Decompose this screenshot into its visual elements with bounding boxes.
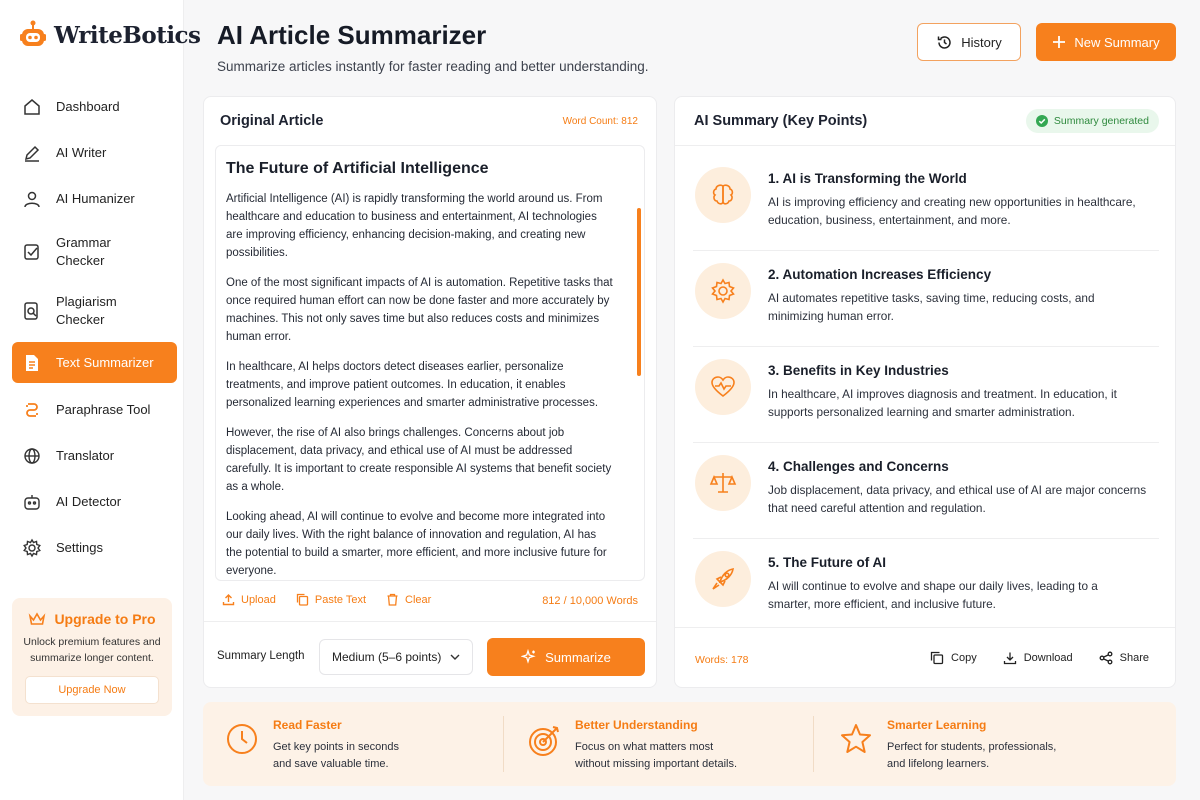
sidebar-item-label: Plagiarism Checker bbox=[56, 293, 117, 327]
summary-point bbox=[693, 443, 1159, 539]
sidebar-item-label: Paraphrase Tool bbox=[56, 402, 151, 417]
sidebar-item-settings[interactable] bbox=[12, 525, 177, 571]
paraphrase-icon bbox=[22, 400, 42, 420]
pen-icon bbox=[22, 143, 42, 163]
feature-title: Better Understanding bbox=[575, 718, 698, 732]
sidebar-item-plagiarism-checker[interactable] bbox=[12, 281, 177, 340]
sidebar-item-label: Text Summarizer bbox=[56, 354, 154, 370]
sidebar-item-ai-detector[interactable] bbox=[12, 479, 177, 525]
star-icon bbox=[839, 722, 873, 756]
plagiarism-search-icon bbox=[22, 301, 42, 321]
ai-summary-card bbox=[674, 96, 1176, 688]
new-summary-button[interactable]: New Summary bbox=[1036, 23, 1176, 61]
brain-icon bbox=[695, 167, 751, 223]
scrollbar[interactable] bbox=[637, 208, 641, 376]
robot-icon bbox=[22, 492, 42, 512]
sidebar-item-label: AI Detector bbox=[56, 494, 122, 509]
sidebar-item-label: AI Writer bbox=[56, 145, 107, 160]
ai-summary-heading: AI Summary (Key Points) bbox=[694, 113, 868, 129]
summary-point bbox=[693, 155, 1159, 251]
sidebar-item-grammar-checker[interactable] bbox=[12, 222, 177, 281]
feature-desc: Get key points in seconds and save valuable time. bbox=[273, 741, 399, 770]
article-paragraph: Artificial Intelligence (AI) is rapidly transforming the world around us. From healthcare and education to business and entertainment, AI technologies are improving efficiency, enhancing decision-making, and creating new possibilities. bbox=[226, 193, 603, 259]
page-title: AI Article Summarizer bbox=[217, 20, 487, 50]
summary-length-label: Summary Length bbox=[217, 650, 305, 662]
share-button[interactable]: Share bbox=[1099, 651, 1149, 665]
user-icon bbox=[22, 189, 42, 209]
grammar-check-icon bbox=[22, 242, 42, 262]
copy-icon bbox=[930, 651, 944, 665]
download-icon bbox=[1003, 651, 1017, 665]
upload-icon bbox=[222, 593, 235, 606]
feature-desc: Perfect for students, professionals, and lifelong learners. bbox=[887, 741, 1057, 770]
rocket-icon bbox=[695, 551, 751, 607]
features-banner bbox=[203, 702, 1176, 786]
globe-icon bbox=[22, 446, 42, 466]
upload-button[interactable]: Upload bbox=[222, 593, 276, 606]
sidebar-item-label: Translator bbox=[56, 448, 115, 463]
divider bbox=[675, 627, 1175, 628]
summary-length-select[interactable]: Medium (5–6 points) bbox=[319, 639, 473, 675]
word-count: Word Count: 812 bbox=[562, 116, 638, 127]
upgrade-description: Unlock premium features and summarize longer content. bbox=[23, 636, 161, 664]
sidebar-nav bbox=[12, 84, 177, 571]
home-icon bbox=[22, 97, 42, 117]
download-button[interactable]: Download bbox=[1003, 651, 1073, 665]
gear-icon bbox=[22, 538, 42, 558]
summary-point-desc: AI is improving efficiency and creating new opportunities in healthcare, education, business, entertainment, and more. bbox=[768, 195, 1136, 227]
sidebar-item-label: Grammar Checker bbox=[56, 234, 111, 268]
article-tools bbox=[222, 593, 431, 606]
feature-title: Smarter Learning bbox=[887, 718, 987, 732]
target-icon bbox=[527, 722, 563, 758]
summary-point bbox=[693, 347, 1159, 443]
summary-point-desc: In healthcare, AI improves diagnosis and treatment. In education, it supports personalized learning and smarter administration. bbox=[768, 387, 1117, 419]
crown-icon bbox=[28, 611, 46, 627]
summary-point-desc: AI automates repetitive tasks, saving time, reducing costs, and minimizing human error. bbox=[768, 291, 1095, 323]
summary-point-title: 4. Challenges and Concerns bbox=[768, 459, 949, 474]
sidebar bbox=[0, 0, 201, 800]
share-icon bbox=[1099, 651, 1113, 665]
divider bbox=[675, 145, 1175, 146]
summary-point-title: 2. Automation Increases Efficiency bbox=[768, 267, 992, 282]
plus-icon bbox=[1052, 35, 1066, 49]
brand-name: WriteBotics bbox=[54, 21, 201, 49]
sidebar-item-label: AI Humanizer bbox=[56, 191, 135, 206]
scales-icon bbox=[695, 455, 751, 511]
summary-point-title: 3. Benefits in Key Industries bbox=[768, 363, 949, 378]
article-paragraph: In healthcare, AI helps doctors detect diseases earlier, personalize treatments, and improve patient outcomes. In education, it enables personalized learning experiences and smarter administrative processes. bbox=[226, 361, 599, 409]
summary-actions bbox=[930, 651, 1149, 665]
summary-point-desc: AI will continue to evolve and shape our daily lives, leading to a smarter, more efficient, and inclusive future. bbox=[768, 579, 1098, 611]
paste-icon bbox=[296, 593, 309, 606]
summary-point-desc: Job displacement, data privacy, and ethical use of AI are major concerns that need careful attention and regulation. bbox=[768, 483, 1147, 515]
chevron-down-icon bbox=[450, 654, 460, 660]
divider bbox=[813, 716, 814, 772]
sidebar-item-label: Dashboard bbox=[56, 99, 120, 114]
summary-points bbox=[693, 155, 1159, 635]
upgrade-now-button[interactable]: Upgrade Now bbox=[25, 676, 159, 704]
original-article-card bbox=[203, 96, 657, 688]
word-limit: 812 / 10,000 Words bbox=[542, 595, 638, 607]
article-paragraph: However, the rise of AI also brings challenges. Concerns about job displacement, data privacy, and ethical use of AI must be addressed carefully. It is important to create responsible AI systems that benefit society as a whole. bbox=[226, 427, 612, 493]
upgrade-title: Upgrade to Pro bbox=[12, 611, 172, 627]
divider bbox=[204, 621, 656, 622]
upgrade-card bbox=[12, 598, 172, 716]
logo[interactable] bbox=[20, 20, 201, 50]
divider bbox=[503, 716, 504, 772]
article-textarea[interactable] bbox=[215, 145, 645, 581]
heart-pulse-icon bbox=[695, 359, 751, 415]
sidebar-item-dashboard[interactable] bbox=[12, 84, 177, 130]
summarize-button[interactable]: Summarize bbox=[487, 638, 645, 676]
sidebar-item-label: Settings bbox=[56, 540, 103, 555]
summary-point-title: 5. The Future of AI bbox=[768, 555, 886, 570]
paste-text-button[interactable]: Paste Text bbox=[296, 593, 366, 606]
history-icon bbox=[936, 34, 953, 51]
sidebar-item-ai-writer[interactable] bbox=[12, 130, 177, 176]
sparkle-icon bbox=[521, 649, 537, 665]
history-button[interactable]: History bbox=[917, 23, 1021, 61]
summary-point bbox=[693, 539, 1159, 635]
clear-button[interactable]: Clear bbox=[386, 593, 431, 606]
trash-icon bbox=[386, 593, 399, 606]
check-circle-icon bbox=[1036, 115, 1048, 127]
summary-word-count: Words: 178 bbox=[695, 654, 749, 666]
article-paragraph: One of the most significant impacts of AI is automation. Repetitive tasks that once required human effort can now be done faster and more accurately by machines. This not only saves time but also reduces costs and minimizes human error. bbox=[226, 277, 613, 343]
article-title: The Future of Artificial Intelligence bbox=[226, 160, 489, 177]
sidebar-item-paraphrase-tool[interactable] bbox=[12, 387, 177, 433]
sidebar-item-ai-humanizer[interactable] bbox=[12, 176, 177, 222]
document-icon bbox=[22, 353, 42, 373]
copy-button[interactable]: Copy bbox=[930, 651, 977, 665]
feature-desc: Focus on what matters most without missing important details. bbox=[575, 741, 738, 770]
summary-point bbox=[693, 251, 1159, 347]
robot-logo-icon bbox=[20, 20, 46, 50]
article-paragraph: Looking ahead, AI will continue to evolve and become more integrated into our daily lives. With the right balance of innovation and regulation, AI has the potential to build a smarter, more efficient, and more inclusive future for everyone. bbox=[226, 511, 607, 577]
status-badge: Summary generated bbox=[1026, 109, 1159, 133]
clock-icon bbox=[225, 722, 259, 756]
feature-title: Read Faster bbox=[273, 718, 342, 732]
sidebar-item-text-summarizer[interactable] bbox=[12, 342, 177, 383]
gear-icon bbox=[695, 263, 751, 319]
page-subtitle: Summarize articles instantly for faster reading and better understanding. bbox=[217, 59, 649, 74]
sidebar-item-translator[interactable] bbox=[12, 433, 177, 479]
summary-point-title: 1. AI is Transforming the World bbox=[768, 171, 967, 186]
original-article-heading: Original Article bbox=[220, 113, 324, 129]
